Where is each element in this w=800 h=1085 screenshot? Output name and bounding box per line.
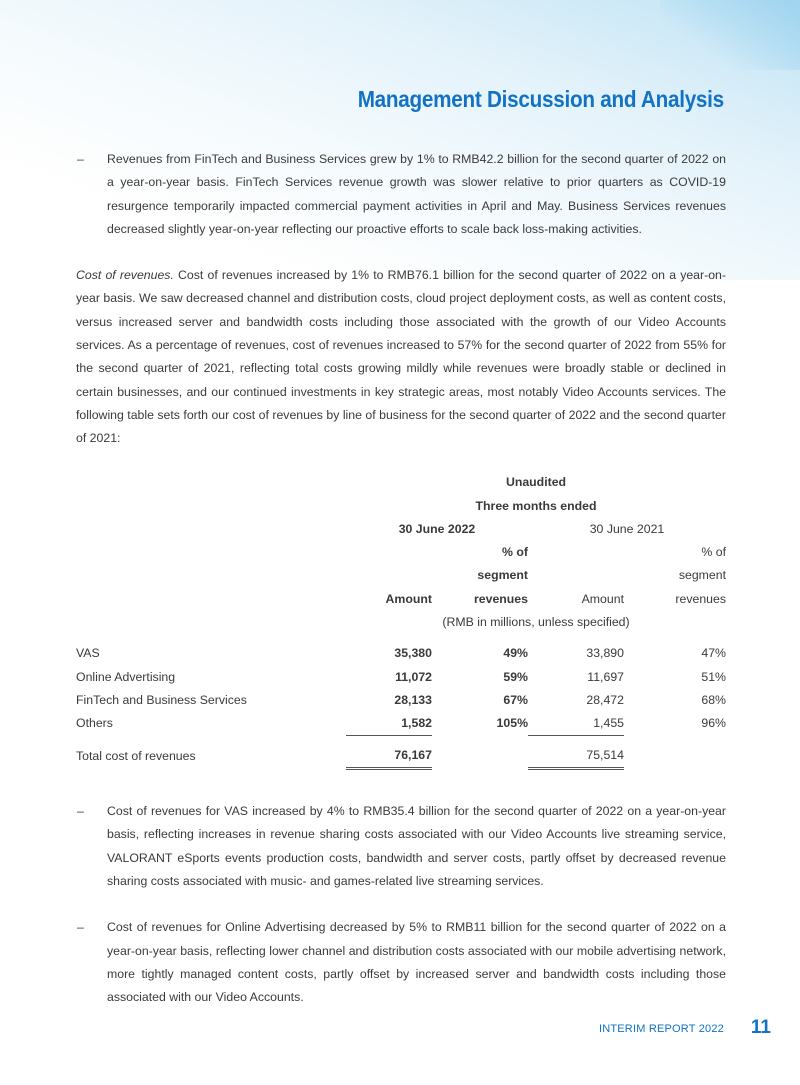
- table-header-three-months: Three months ended: [475, 498, 597, 513]
- row-amount-2021: 28,472: [586, 692, 624, 707]
- page-number: 11: [750, 1017, 771, 1038]
- row-pct-2022: 59%: [503, 669, 528, 684]
- bullet-advertising-cost: [76, 916, 726, 1009]
- bullet-text: Cost of revenues for Online Advertising decreased by 5% to RMB11 billion for the second quarter of 2022 on a year-on-year basis, reflecting lower channel and distribution costs associated with our mobile advertising network, more tightly managed content costs, partly offset by increased server and bandwidth costs including those associated with our Video Accounts.: [107, 920, 726, 1005]
- report-label: INTERIM REPORT 2022: [598, 1023, 724, 1035]
- table-row: [76, 665, 726, 688]
- row-pct-2022: 105%: [496, 716, 528, 731]
- bullet-dash: –: [77, 152, 84, 166]
- row-pct-2021: 68%: [701, 692, 726, 707]
- table-header-amount-2022: Amount: [385, 591, 432, 606]
- row-label: FinTech and Business Services: [76, 692, 247, 707]
- row-pct-2021: 96%: [701, 716, 726, 731]
- table-header-revenues-2022: revenues: [473, 591, 528, 606]
- row-amount-2022: 11,072: [395, 669, 432, 684]
- total-amount-2021: 75,514: [528, 744, 624, 769]
- table-header-segment-2021: segment: [678, 568, 726, 583]
- bullet-dash: –: [77, 804, 84, 819]
- table-total-row: [76, 744, 726, 769]
- table-header-pct-of-2022: % of: [502, 545, 528, 560]
- table-header-unaudited: Unaudited: [505, 475, 567, 490]
- table-header-period-2021: 30 June 2021: [589, 521, 665, 536]
- row-amount-2021: 11,697: [587, 669, 624, 684]
- main-content: [76, 148, 726, 1010]
- row-pct-2021: 47%: [701, 646, 726, 661]
- row-amount-2022: 35,380: [394, 646, 432, 661]
- row-amount-2022: 1,582: [346, 712, 432, 736]
- table-unit-note: (RMB in millions, unless specified): [442, 614, 630, 629]
- cost-of-revenues-paragraph: [76, 264, 726, 450]
- table-header-segment-2022: segment: [477, 568, 528, 583]
- table-row: [76, 642, 726, 665]
- bullet-text: Revenues from FinTech and Business Services grew by 1% to RMB42.2 billion for the second quarter of 2022 on a year-on-year basis. FinTech Services revenue growth was slower relative to prior quarters as COVID-19 resurgence temporarily impacted commercial payment activities in April and May. Business Services revenues decreased slightly year-on-year reflecting our proactive efforts to scale back loss-making activities.: [107, 152, 726, 236]
- table-row: [76, 712, 726, 736]
- table-header-amount-2021: Amount: [581, 591, 624, 606]
- table-row: [76, 688, 726, 711]
- bullet-text: Cost of revenues for VAS increased by 4% to RMB35.4 billion for the second quarter of 2022 on a year-on-year basis, reflecting increases in revenue sharing costs associated with our Video Accounts live streaming service, VALORANT eSports events production costs, bandwidth and server costs, partly offset by decreased revenue sharing costs associated with music- and games-related live streaming services.: [107, 804, 726, 889]
- bullet-fintech-revenue: [76, 148, 726, 241]
- row-amount-2021: 1,455: [528, 712, 624, 736]
- row-amount-2022: 28,133: [394, 692, 432, 707]
- cost-of-revenues-table: [76, 471, 726, 771]
- page-title: Management Discussion and Analysis: [357, 86, 724, 112]
- table-header-revenues-2021: revenues: [675, 591, 726, 606]
- total-label: Total cost of revenues: [76, 749, 196, 764]
- row-pct-2022: 67%: [503, 692, 528, 707]
- row-pct-2022: 49%: [503, 646, 528, 661]
- total-amount-2022: 76,167: [346, 744, 432, 769]
- bullet-dash: –: [77, 920, 84, 935]
- row-pct-2021: 51%: [701, 669, 726, 684]
- bullet-vas-cost: [76, 800, 726, 893]
- table-header-period-2022: 30 June 2022: [398, 521, 476, 536]
- row-amount-2021: 33,890: [586, 646, 624, 661]
- header-accent-shape: [660, 0, 800, 70]
- cost-of-revenues-body: Cost of revenues increased by 1% to RMB76.1 billion for the second quarter of 2022 on a year-on-year basis. We saw decreased channel and distribution costs, cloud project deployment costs, as well as content costs, versus increased server and bandwidth costs including those associated with the growth of our Video Accounts services. As a percentage of revenues, cost of revenues increased to 57% for the second quarter of 2022 from 55% for the second quarter of 2021, reflecting total costs growing mildly while revenues were broadly stable or declined in certain businesses, and our continued investments in key strategic areas, most notably Video Accounts services. The following table sets forth our cost of revenues by line of business for the second quarter of 2022 and the second quarter of 2021:: [76, 268, 726, 446]
- row-label: VAS: [76, 646, 100, 661]
- table-header-pct-of-2021: % of: [701, 545, 726, 560]
- cost-of-revenues-lead: Cost of revenues.: [76, 268, 174, 283]
- row-label: Others: [76, 716, 113, 731]
- row-label: Online Advertising: [76, 669, 176, 684]
